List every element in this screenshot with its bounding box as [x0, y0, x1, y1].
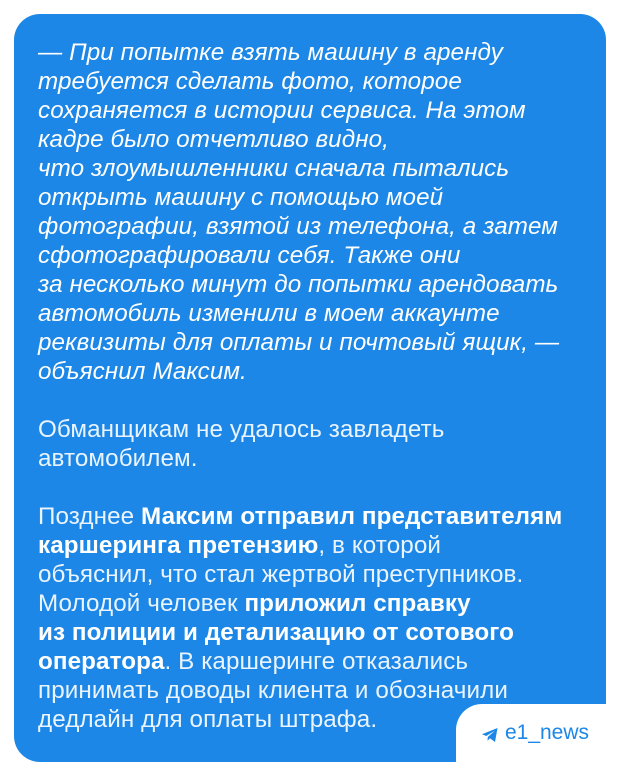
text-line: дедлайн для оплаты штрафа. — [38, 706, 378, 733]
text-line: сохраняется в истории сервиса. На этом — [38, 97, 526, 124]
text-line: автомобилем. — [38, 445, 198, 472]
text-run: Позднее — [38, 503, 142, 530]
text-line — [38, 618, 586, 647]
text-line: объяснил Максим. — [38, 358, 247, 385]
text-line: принимать доводы клиента и обозначили — [38, 677, 508, 704]
bold-text-run: каршеринга претензию — [38, 532, 319, 559]
source-label: e1_news — [504, 721, 590, 744]
text-line — [38, 502, 586, 531]
paragraph-gap — [38, 386, 586, 415]
body-paragraph-2 — [38, 415, 586, 473]
text-line: за несколько минут до попытки арендовать — [38, 271, 559, 298]
text-line: сфотографировали себя. Также они — [38, 242, 461, 269]
text-line — [38, 589, 586, 618]
bold-text-run: из полиции и детализацию от сотового — [38, 619, 514, 646]
article-card — [14, 14, 606, 762]
text-line: автомобиль изменили в моем аккаунте — [38, 300, 500, 327]
text-line: объяснил, что стал жертвой преступников. — [38, 561, 524, 588]
text-run: Молодой человек — [38, 590, 245, 617]
text-line: фотографии, взятой из телефона, а затем — [38, 213, 558, 240]
text-line: требуется сделать фото, которое — [38, 68, 462, 95]
bold-text-run: приложил справку — [244, 590, 471, 617]
paragraph-gap — [38, 473, 586, 502]
text-run: , в которой — [318, 532, 441, 559]
text-line: — При попытке взять машину в аренду — [38, 39, 503, 66]
telegram-icon — [481, 725, 499, 741]
quote-paragraph — [38, 38, 586, 386]
text-line — [38, 647, 586, 676]
text-line: реквизиты для оплаты и почтовый ящик, — — [38, 329, 560, 356]
text-line: открыть машину с помощью моей — [38, 184, 444, 211]
text-line — [38, 531, 586, 560]
body-paragraph-3 — [38, 502, 586, 734]
text-line: Обманщикам не удалось завладеть — [38, 416, 445, 443]
source-badge[interactable] — [456, 704, 606, 762]
text-line: кадре было отчетливо видно, — [38, 126, 389, 153]
bold-text-run: оператора — [38, 648, 165, 675]
text-run: . В каршеринге отказались — [164, 648, 469, 675]
bold-text-run: Максим отправил представителям — [141, 503, 563, 530]
text-line: что злоумышленники сначала пытались — [38, 155, 510, 182]
